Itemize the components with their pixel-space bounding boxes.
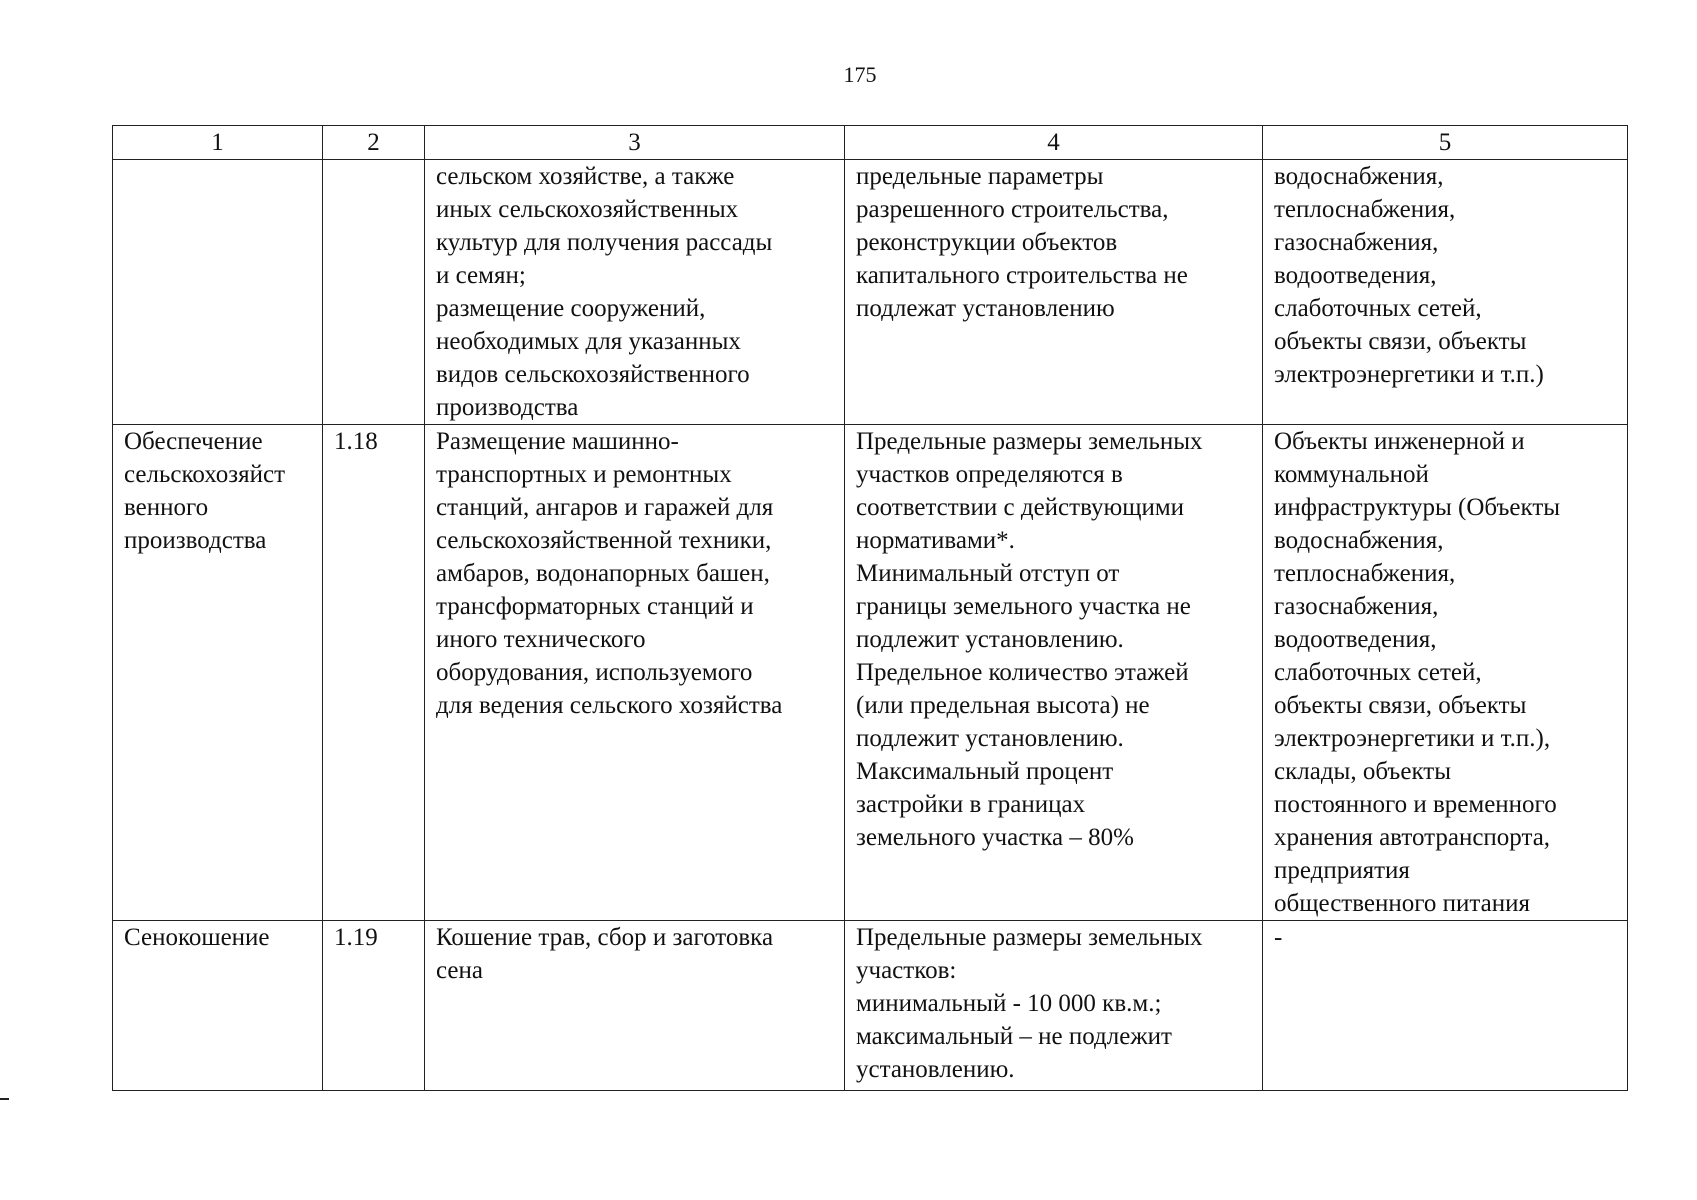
row-name-cell: Обеспечение сельскохозяйст венного производства: [113, 425, 323, 921]
header-col-1: 1: [113, 126, 323, 160]
header-col-4: 4: [845, 126, 1263, 160]
row-auxiliary-cell: -: [1263, 921, 1628, 1091]
row-parameters-cell: Предельные размеры земельных участков: минимальный - 10 000 кв.м.; максимальный – не подлежит установлению.: [845, 921, 1263, 1091]
header-col-5: 5: [1263, 126, 1628, 160]
header-row: [113, 126, 1628, 160]
row-description-cell: сельском хозяйстве, а также иных сельскохозяйственных культур для получения рассады и семян; размещение сооружений, необходимых для указанных видов сельскохозяйственного производства: [425, 160, 845, 425]
row-code-cell: [323, 160, 425, 425]
margin-mark: [0, 1098, 9, 1100]
row-auxiliary-cell: водоснабжения, теплоснабжения, газоснабжения, водоотведения, слаботочных сетей, объекты связи, объекты электроэнергетики и т.п.): [1263, 160, 1628, 425]
row-code-cell: 1.18: [323, 425, 425, 921]
row-description-cell: Кошение трав, сбор и заготовка сена: [425, 921, 845, 1091]
row-code-cell: 1.19: [323, 921, 425, 1091]
row-name-cell: Сенокошение: [113, 921, 323, 1091]
row-description-cell: Размещение машинно- транспортных и ремонтных станций, ангаров и гаражей для сельскохозяйственной техники, амбаров, водонапорных башен, трансформаторных станций и иного технического оборудования, используемого для ведения сельского хозяйства: [425, 425, 845, 921]
table-row: [113, 160, 1628, 425]
table-row: [113, 425, 1628, 921]
row-name-cell: [113, 160, 323, 425]
header-col-2: 2: [323, 126, 425, 160]
row-auxiliary-cell: Объекты инженерной и коммунальной инфраструктуры (Объекты водоснабжения, теплоснабжения, газоснабжения, водоотведения, слаботочных сетей, объекты связи, объекты электроэнергетики и т.п.), склады, объекты постоянного и временного хранения автотранспорта, предприятия общественного питания: [1263, 425, 1628, 921]
header-col-3: 3: [425, 126, 845, 160]
land-use-table: [112, 125, 1628, 1091]
page-number: 175: [843, 62, 877, 87]
row-parameters-cell: предельные параметры разрешенного строительства, реконструкции объектов капитального строительства не подлежат установлению: [845, 160, 1263, 425]
table-row: [113, 921, 1628, 1091]
row-parameters-cell: Предельные размеры земельных участков определяются в соответствии с действующими нормативами*. Минимальный отступ от границы земельного участка не подлежит установлению. Предельное количество этажей (или предельная высота) не подлежит установлению. Максимальный процент застройки в границах земельного участка – 80%: [845, 425, 1263, 921]
